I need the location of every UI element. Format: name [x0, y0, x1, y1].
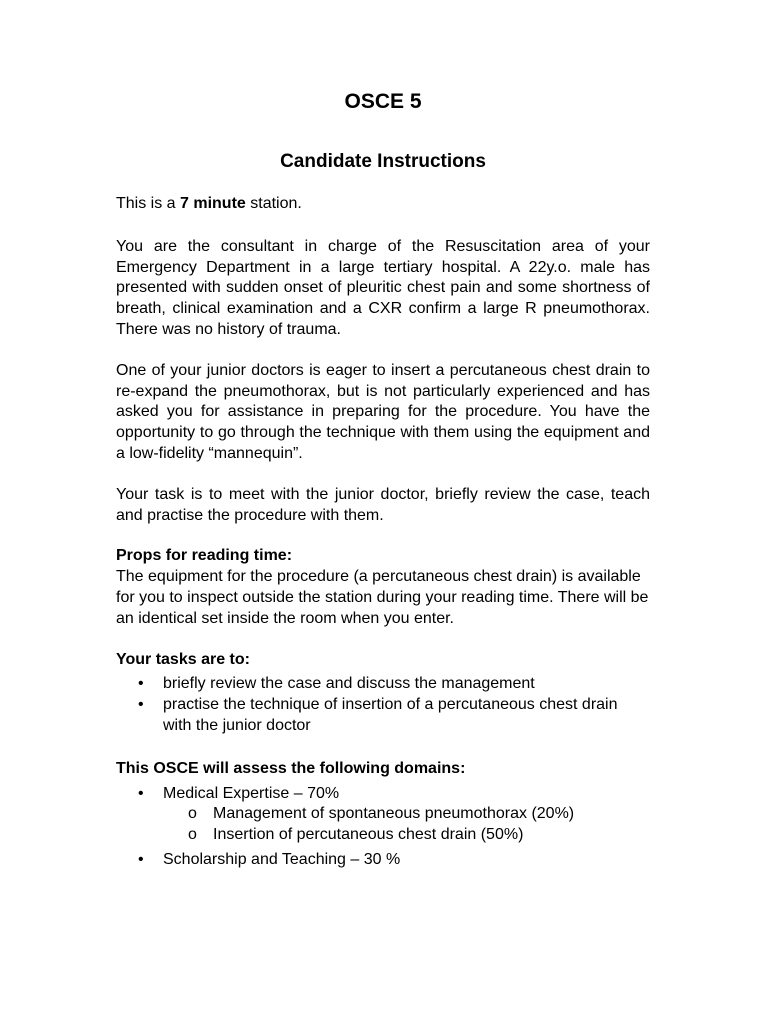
page-subtitle: Candidate Instructions	[280, 151, 486, 172]
page-title: OSCE 5	[344, 90, 422, 113]
list-item: • practise the technique of insertion of a percutaneous chest drain with the junior doctor	[116, 695, 650, 737]
props-text: The equipment for the procedure (a percutaneous chest drain) is available for you to inspect outside the station during your reading time. There will be an identical set inside the room when you enter.	[116, 568, 649, 627]
case-paragraph: You are the consultant in charge of the Resuscitation area of your Emergency Department in a large tertiary hospital. A 22y.o. male has presented with sudden onset of pleuritic chest pain and some shortness of breath, clinical examination and a CXR confirm a large R pneumothorax. There was no history of trauma.	[116, 237, 650, 338]
station-duration-post: station.	[245, 195, 302, 212]
medical-expertise-label: Medical Expertise – 70%	[163, 784, 340, 802]
document-page	[116, 86, 650, 871]
list-item: o Insertion of percutaneous chest drain (50%)	[116, 825, 650, 846]
tasks-heading: Your tasks are to:	[116, 650, 250, 668]
station-duration-time: 7 minute	[180, 195, 246, 212]
list-item-scholarship: • Scholarship and Teaching – 30 %	[116, 850, 650, 871]
domains-list	[116, 784, 650, 805]
domains-list-2	[116, 850, 650, 871]
station-duration-pre: This is a	[116, 195, 181, 212]
junior-doctor-paragraph: One of your junior doctors is eager to insert a percutaneous chest drain to re-expand the pneumothorax, but is not particularly experienced and has asked you for assistance in preparing for the procedure. You have the opportunity to go through the technique with them using the equipment and a low-fidelity “mannequin”.	[116, 361, 650, 462]
task-paragraph: Your task is to meet with the junior doctor, briefly review the case, teach and practise the procedure with them.	[116, 485, 650, 524]
list-item-medical	[116, 784, 650, 805]
domains-heading: This OSCE will assess the following domains:	[116, 759, 466, 777]
props-heading: Props for reading time:	[116, 547, 293, 565]
list-item: • briefly review the case and discuss the management	[116, 674, 650, 695]
medical-subitems	[116, 804, 650, 846]
tasks-list	[116, 674, 650, 736]
station-duration	[116, 194, 650, 215]
list-item: o Management of spontaneous pneumothorax (20%)	[116, 804, 650, 825]
